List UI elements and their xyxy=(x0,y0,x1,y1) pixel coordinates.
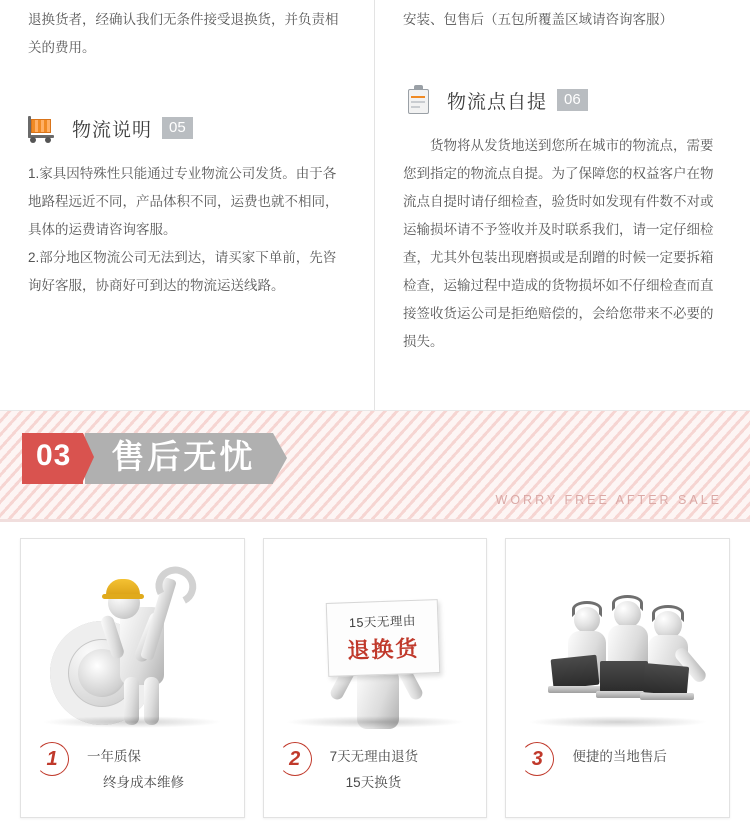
headset-icon-right xyxy=(652,605,684,622)
clipboard-icon xyxy=(403,85,437,115)
laptop-base-right xyxy=(640,693,694,700)
laptop-screen-right xyxy=(642,663,688,696)
sign-line-2: 退换货 xyxy=(346,635,420,664)
figure-shadow xyxy=(285,716,465,728)
card-caption xyxy=(514,742,721,809)
after-sale-banner xyxy=(0,411,750,519)
banner-title: 售后无忧 xyxy=(85,433,273,484)
section-title-pickup: 物流点自提 xyxy=(447,91,548,113)
card-line-2: 终身成本维修 xyxy=(103,775,184,790)
headset-icon-left xyxy=(572,601,602,617)
logistics-column-right xyxy=(375,0,750,410)
logistics-section xyxy=(0,0,750,410)
section-title-logistics: 物流说明 xyxy=(72,119,153,141)
logistics-paragraph-1: 1.家具因特殊性只能通过专业物流公司发货。由于各地路程远近不同，产品体积不同，运费也就不相同，具体的运费请咨询客服。 xyxy=(28,166,339,237)
laptop-screen-center xyxy=(600,661,648,692)
banner-label-group xyxy=(22,433,273,484)
card-number: 2 xyxy=(289,748,301,770)
card-line-1: 便捷的当地售后 xyxy=(572,749,667,764)
card-line-2: 15天换货 xyxy=(345,775,402,790)
card-warranty[interactable] xyxy=(20,538,245,818)
card-number: 1 xyxy=(46,748,58,770)
pickup-paragraph-1: 货物将从发货地送到您所在城市的物流点，需要您到指定的物流点自提。为了保障您的权益客户在物流点自提时请仔细检查，验货时如发现有件数不对或运输损坏请不予签收并及时联系我们，请一定仔细检查，尤其外包装出现磨损或是刮蹭的时候一定要拆箱检查，运输过程中造成的货物损坏如不仔细检查而直接签收货运公司是拒绝赔偿的，会给您带来不必要的损失。 xyxy=(403,138,714,349)
sign-line-1: 15天无理由 xyxy=(348,613,417,631)
figure-shadow xyxy=(42,716,222,728)
repair-worker-gear-wrench-icon xyxy=(32,549,232,734)
card-number: 3 xyxy=(531,748,543,770)
laptop-base-left xyxy=(548,686,602,693)
headset-call-center-agents-icon xyxy=(518,549,718,734)
left-carryover-text: 退换货者，经确认我们无条件接受退换货，并负责相关的费用。 xyxy=(28,12,339,55)
laptop-screen-left xyxy=(550,655,599,690)
logistics-paragraph-2: 2.部分地区物流公司无法到达，请买家下单前，先咨询好客服，协商好可到达的物流运送线路。 xyxy=(28,250,337,293)
banner-subtitle: WORRY FREE AFTER SALE xyxy=(495,493,722,507)
card-line-1: 一年质保 xyxy=(87,749,141,764)
card-local-service[interactable] xyxy=(505,538,730,818)
right-carryover-text: 安装、包售后（五包所覆盖区域请咨询客服） xyxy=(403,12,673,27)
headset-icon-center xyxy=(612,595,643,611)
banner-number: 03 xyxy=(22,433,83,484)
section-header-06 xyxy=(403,82,722,118)
card-return-exchange[interactable] xyxy=(263,538,488,818)
section-number-05: 05 xyxy=(162,117,193,139)
card-line-1: 7天无理由退货 xyxy=(329,749,419,764)
card-caption xyxy=(29,742,236,809)
after-sale-cards xyxy=(0,522,750,818)
return-sign xyxy=(326,599,441,677)
figure-holding-return-sign-icon xyxy=(275,549,475,734)
truck-icon xyxy=(28,113,62,143)
agents-shadow xyxy=(528,716,708,728)
logistics-column-left xyxy=(0,0,375,410)
hard-hat-icon xyxy=(106,579,140,596)
section-header-05 xyxy=(28,110,346,146)
section-number-06: 06 xyxy=(557,89,588,111)
card-caption xyxy=(272,742,479,809)
